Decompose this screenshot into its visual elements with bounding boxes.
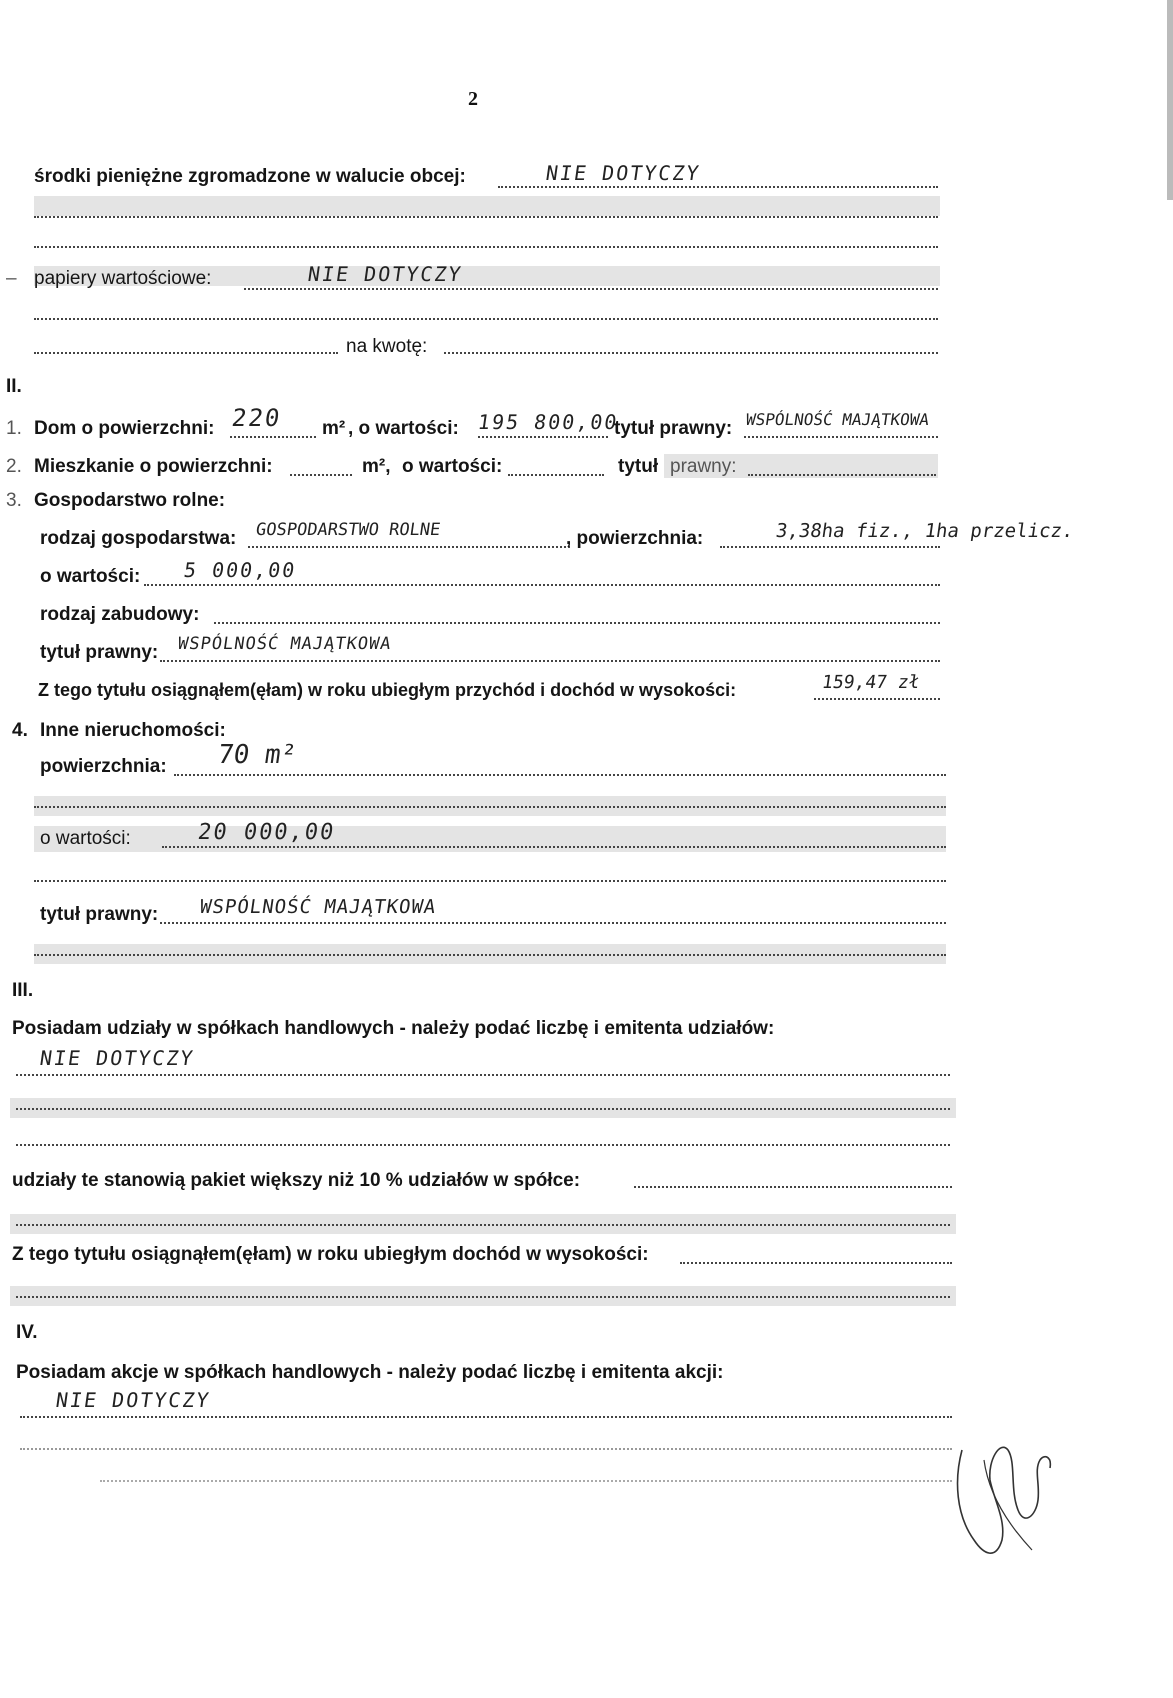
flat-label: Mieszkanie o powierzchni: bbox=[34, 456, 273, 477]
flat-area-dotted-line bbox=[290, 474, 352, 476]
section-IV-heading: IV. bbox=[16, 1322, 38, 1343]
dotted-line bbox=[16, 1296, 950, 1298]
dotted-line bbox=[100, 1480, 952, 1482]
securities-label: papiery wartościowe: bbox=[34, 268, 212, 289]
other-title-value: WSPÓLNOŚĆ MAJĄTKOWA bbox=[198, 896, 438, 918]
farm-value-dotted-line bbox=[144, 584, 940, 586]
other-value-label: o wartości: bbox=[40, 828, 131, 849]
flat-value-label: o wartości: bbox=[402, 456, 503, 477]
dotted-line bbox=[16, 1108, 950, 1110]
shares-income-label: Z tego tytułu osiągnąłem(ęłam) w roku ubiegłym dochód w wysokości: bbox=[12, 1244, 649, 1265]
farm-income-dotted-line bbox=[814, 698, 940, 700]
dotted-line bbox=[16, 1144, 950, 1146]
other-title-label: tytuł prawny: bbox=[40, 904, 159, 925]
shares-dotted-line bbox=[16, 1074, 950, 1076]
house-area-dotted-line bbox=[230, 436, 316, 438]
package-dotted-line bbox=[634, 1186, 952, 1188]
stocks-value: NIE DOTYCZY bbox=[54, 1388, 213, 1412]
foreign-currency-value: NIE DOTYCZY bbox=[544, 161, 703, 185]
dotted-line bbox=[34, 216, 938, 218]
farm-income-value: 159,47 zł bbox=[820, 672, 922, 693]
farm-value-label: o wartości: bbox=[40, 566, 141, 587]
shares-income-dotted-line bbox=[680, 1262, 952, 1264]
flat-item-number: 2. bbox=[6, 456, 22, 477]
farm-value: 5 000,00 bbox=[182, 558, 299, 582]
house-area-value: 220 bbox=[230, 404, 284, 432]
signature-drawing bbox=[944, 1420, 1068, 1570]
stocks-dotted-line bbox=[20, 1416, 952, 1418]
house-title-label: tytuł prawny: bbox=[614, 418, 733, 439]
amount-dotted-line bbox=[444, 352, 938, 354]
flat-title-label: tytuł bbox=[618, 456, 659, 477]
farm-title-label: tytuł prawny: bbox=[40, 642, 159, 663]
house-value-dotted-line bbox=[478, 436, 608, 438]
farm-income-label: Z tego tytułu osiągnąłem(ęłam) w roku ubiegłym przychód i dochód w wysokości: bbox=[38, 680, 737, 700]
shaded-row bbox=[34, 826, 946, 852]
house-item-number: 1. bbox=[6, 418, 22, 439]
other-area-label: powierzchnia: bbox=[40, 756, 167, 777]
farm-title-value: WSPÓLNOŚĆ MAJĄTKOWA bbox=[176, 634, 393, 654]
dotted-line bbox=[16, 1224, 950, 1226]
dotted-line bbox=[34, 880, 946, 882]
house-title-dotted-line bbox=[744, 436, 938, 438]
other-value: 20 000,00 bbox=[196, 820, 337, 845]
scan-edge-shadow bbox=[1167, 0, 1173, 200]
dotted-line bbox=[34, 954, 946, 956]
dotted-line bbox=[34, 318, 938, 320]
dotted-line bbox=[20, 1448, 952, 1450]
shares-label: Posiadam udziały w spółkach handlowych - należy podać liczbę i emitenta udziałów: bbox=[12, 1018, 775, 1039]
flat-title-dotted-line bbox=[748, 474, 936, 476]
other-area-value: 70 m² bbox=[215, 740, 299, 770]
securities-value: NIE DOTYCZY bbox=[306, 262, 465, 286]
foreign-currency-dotted-line bbox=[498, 186, 938, 188]
other-area-dotted-line bbox=[174, 774, 946, 776]
house-area-unit: m² bbox=[322, 418, 346, 439]
dotted-line bbox=[34, 246, 938, 248]
securities-dotted-line bbox=[244, 288, 938, 290]
other-title-dotted-line bbox=[160, 922, 946, 924]
stocks-label: Posiadam akcje w spółkach handlowych - należy podać liczbę i emitenta akcji: bbox=[16, 1362, 724, 1383]
section-III-heading: III. bbox=[12, 980, 34, 1001]
amount-label: na kwotę: bbox=[346, 336, 428, 357]
farm-area-value: 3,38ha fiz., 1ha przelicz. bbox=[774, 520, 1075, 542]
farm-type-value: GOSPODARSTWO ROLNE bbox=[254, 520, 442, 540]
farm-title-dotted-line bbox=[160, 660, 940, 662]
farm-label: Gospodarstwo rolne: bbox=[34, 490, 226, 511]
other-label: Inne nieruchomości: bbox=[40, 720, 226, 741]
package-label: udziały te stanowią pakiet większy niż 10 % udziałów w spółce: bbox=[12, 1170, 581, 1191]
shares-value: NIE DOTYCZY bbox=[38, 1046, 197, 1070]
foreign-currency-label: środki pieniężne zgromadzone w walucie obcej: bbox=[34, 166, 466, 187]
shaded-row bbox=[34, 196, 940, 216]
section-II-heading: II. bbox=[6, 376, 22, 397]
farm-item-number: 3. bbox=[6, 490, 22, 511]
house-value-label: , o wartości: bbox=[348, 418, 459, 439]
house-label: Dom o powierzchni: bbox=[34, 418, 215, 439]
dotted-line bbox=[34, 352, 338, 354]
farm-area-dotted-line bbox=[720, 546, 940, 548]
other-item-number: 4. bbox=[12, 720, 28, 741]
farm-type-label: rodzaj gospodarstwa: bbox=[40, 528, 237, 549]
page-number: 2 bbox=[468, 88, 478, 110]
other-value-dotted-line bbox=[162, 846, 946, 848]
house-title-value: WSPÓLNOŚĆ MAJĄTKOWA bbox=[744, 410, 931, 429]
house-value: 195 800,00 bbox=[476, 410, 621, 434]
flat-area-unit: m², bbox=[362, 456, 391, 477]
dotted-line bbox=[34, 806, 946, 808]
farm-area-label: , powierzchnia: bbox=[566, 528, 704, 549]
farm-type-dotted-line bbox=[248, 546, 570, 548]
flat-title-label-2: prawny: bbox=[670, 456, 737, 477]
farm-buildings-label: rodzaj zabudowy: bbox=[40, 604, 200, 625]
dash-marker: – bbox=[6, 268, 17, 289]
farm-buildings-dotted-line bbox=[214, 622, 940, 624]
flat-value-dotted-line bbox=[508, 474, 604, 476]
